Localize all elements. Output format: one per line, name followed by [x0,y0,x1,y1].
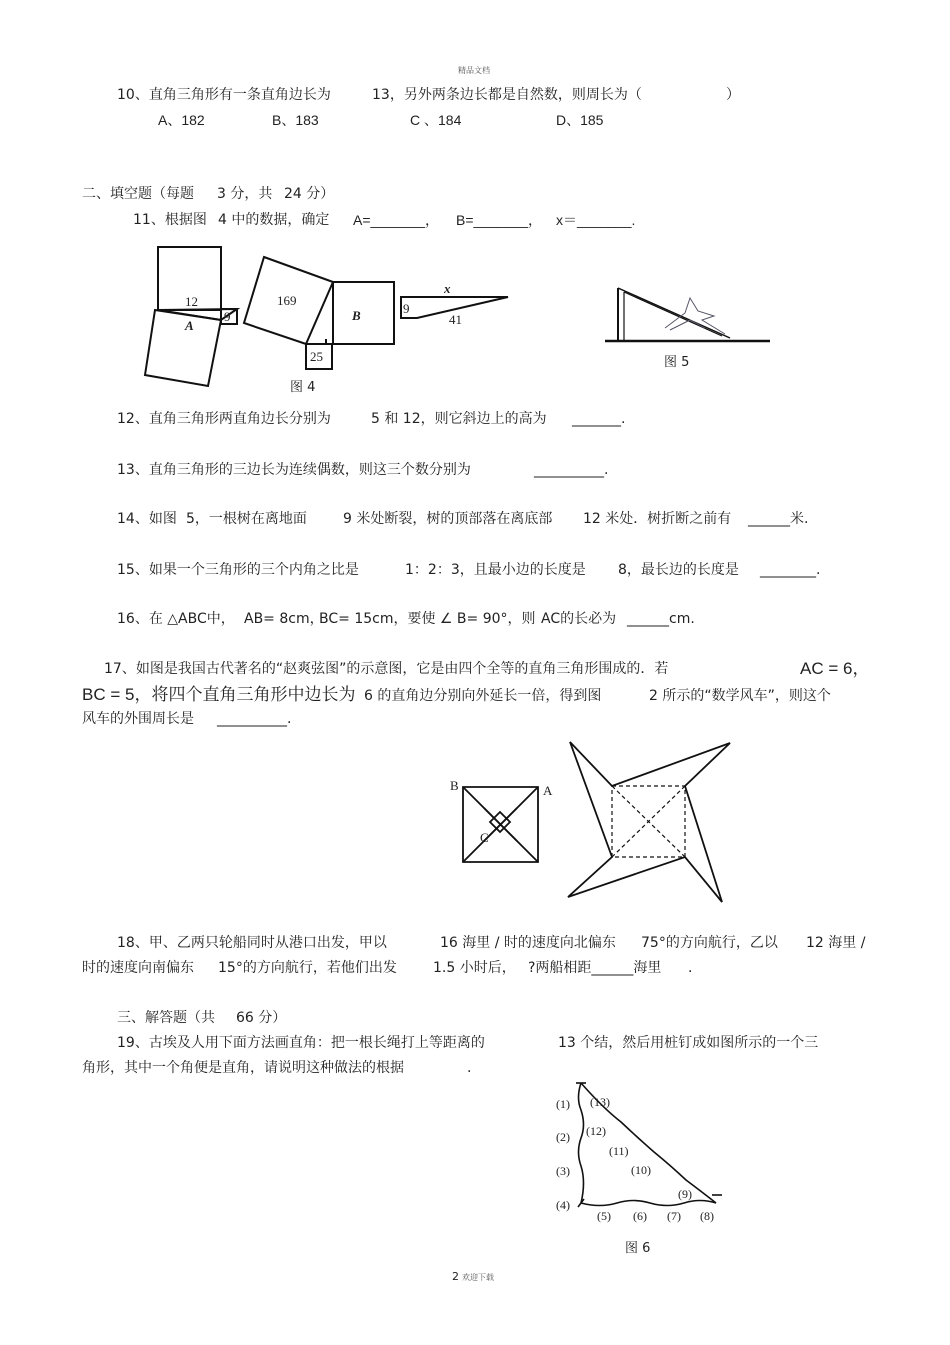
q10-close: ） [726,87,740,103]
q14-blank: ______米. [748,511,809,527]
fig6-knot-3: (3) [556,1164,570,1178]
header-note: 精品文档 [458,66,490,75]
q18-e: 时的速度向南偏东 [82,960,194,976]
q16-ac: AC的长必为 [541,611,617,627]
fig6-caption: 图 6 [625,1241,651,1256]
fig6-knot-5: (5) [597,1209,611,1223]
fig17-label-c: C [480,830,489,845]
q12-blank: _______. [572,411,626,427]
fig4-label-9a: 9 [224,309,231,324]
q16-bc: BC= 15cm，要使 ∠ B= 90°，则 [319,611,536,627]
fig17-label-b: B [450,778,459,793]
q13-blank: __________. [534,462,609,478]
fig6-knot-10: (10) [631,1163,651,1177]
q17-ac: AC = 6， [800,659,870,678]
fig4-label-169: 169 [277,293,297,308]
footer-note: 欢迎下载 [462,1273,494,1282]
fig6-knot-12: (12) [586,1124,606,1138]
q15-prefix: 15、如果一个三角形的三个内角之比是 [117,562,359,578]
q19-c: 角形，其中一个角便是直角，请说明这种做法的根据 [82,1060,404,1076]
q16-ab: AB= 8cm， [244,611,324,627]
q18-b: 16 海里 / 时的速度向北偏东 [440,935,616,951]
q14-prefix: 14、如图 [117,511,177,527]
section2-total: 24 分） [284,186,335,202]
q11-fig: 4 中的数据，确定 [218,212,330,228]
q17-mid: 6 的直角边分别向外延长一倍，得到图 [364,688,602,704]
fig6-knot-1: (1) [556,1097,570,1111]
q16-prefix: 16、在 △ABC中， [117,611,235,627]
fig4-label-b: B [352,308,361,323]
fig6-knot-11: (11) [609,1144,629,1158]
q12-mid: 5 和 12，则它斜边上的高为 [371,411,547,427]
fig4-label-a: A [185,318,194,333]
q17-line1: 17、如图是我国古代著名的“赵爽弦图”的示意图，它是由四个全等的直角三角形围成的．若 [104,661,669,677]
q10-option-a: A、182 [158,112,205,128]
q17-blank: __________. [217,711,292,727]
q10-option-d: D、185 [556,112,604,128]
q11-a: A=_______， [353,212,440,228]
q15-c: 8，最长边的长度是 [618,562,739,578]
fig4-label-x: x [444,281,451,296]
fig4-label-12: 12 [185,294,198,309]
q10-option-c: C 、184 [410,112,462,128]
fig6-knot-9: (9) [678,1187,692,1201]
q12-prefix: 12、直角三角形两直角边长分别为 [117,411,331,427]
q10-option-b: B、183 [272,112,319,128]
fig4-label-9b: 9 [403,301,410,316]
section3-total: 66 分） [236,1010,287,1026]
fig6-knot-4: (4) [556,1198,570,1212]
q18-a: 18、甲、乙两只轮船同时从港口出发，甲以 [117,935,387,951]
fig6-knot-8: (8) [700,1209,714,1223]
q14-b: 9 米处断裂，树的顶部落在离底部 [343,511,553,527]
fig6-knot-13: (13) [590,1095,610,1109]
fig4-label-41: 41 [449,312,462,327]
section3-title: 三、解答题（共 [117,1010,215,1026]
footer-page-number: 2 [452,1270,459,1283]
q11-prefix: 11、根据图 [133,212,207,228]
q18-c: 75°的方向航行，乙以 [641,935,778,951]
q14-c: 12 米处．树折断之前有 [583,511,732,527]
q10-prefix: 10、直角三角形有一条直角边长为 [117,87,331,103]
q18-g: 1.5 小时后， [433,960,516,976]
q17-end: 2 所示的“数学风车”，则这个 [649,688,831,704]
q15-ratio: 1：2：3，且最小边的长度是 [405,562,586,578]
q18-i: . [688,960,693,976]
fig5-caption: 图 5 [664,355,690,370]
q19-d: . [467,1060,472,1076]
q17-line3: 风车的外围周长是 [82,711,194,727]
section2-title: 二、填空题（每题 [82,186,194,202]
q10-mid: 13，另外两条边长都是自然数，则周长为（ [372,87,642,103]
fig6-knot-2: (2) [556,1130,570,1144]
fig17-label-a: A [543,783,553,798]
fig6-knot-6: (6) [633,1209,647,1223]
section2-points: 3 分，共 [217,186,273,202]
q18-h: ?两船相距______海里 [528,960,662,976]
q19-b: 13 个结，然后用桩钉成如图所示的一个三 [558,1035,819,1051]
q16-blank: ______cm. [627,611,695,627]
q11-b: B=_______， [456,212,543,228]
q18-d: 12 海里 / [806,935,866,951]
q15-blank: ________. [760,562,821,578]
q18-f: 15°的方向航行，若他们出发 [218,960,397,976]
fig6-knot-7: (7) [667,1209,681,1223]
q13-prefix: 13、直角三角形的三边长为连续偶数，则这三个数分别为 [117,462,471,478]
q17-bc: BC = 5，将四个直角三角形中边长为 [82,685,356,704]
q11-x: x＝_______. [556,212,636,228]
fig4-label-25: 25 [310,349,323,364]
q14-a: 5，一根树在离地面 [186,511,307,527]
q19-a: 19、古埃及人用下面方法画直角：把一根长绳打上等距离的 [117,1035,485,1051]
fig4-caption: 图 4 [290,380,316,395]
